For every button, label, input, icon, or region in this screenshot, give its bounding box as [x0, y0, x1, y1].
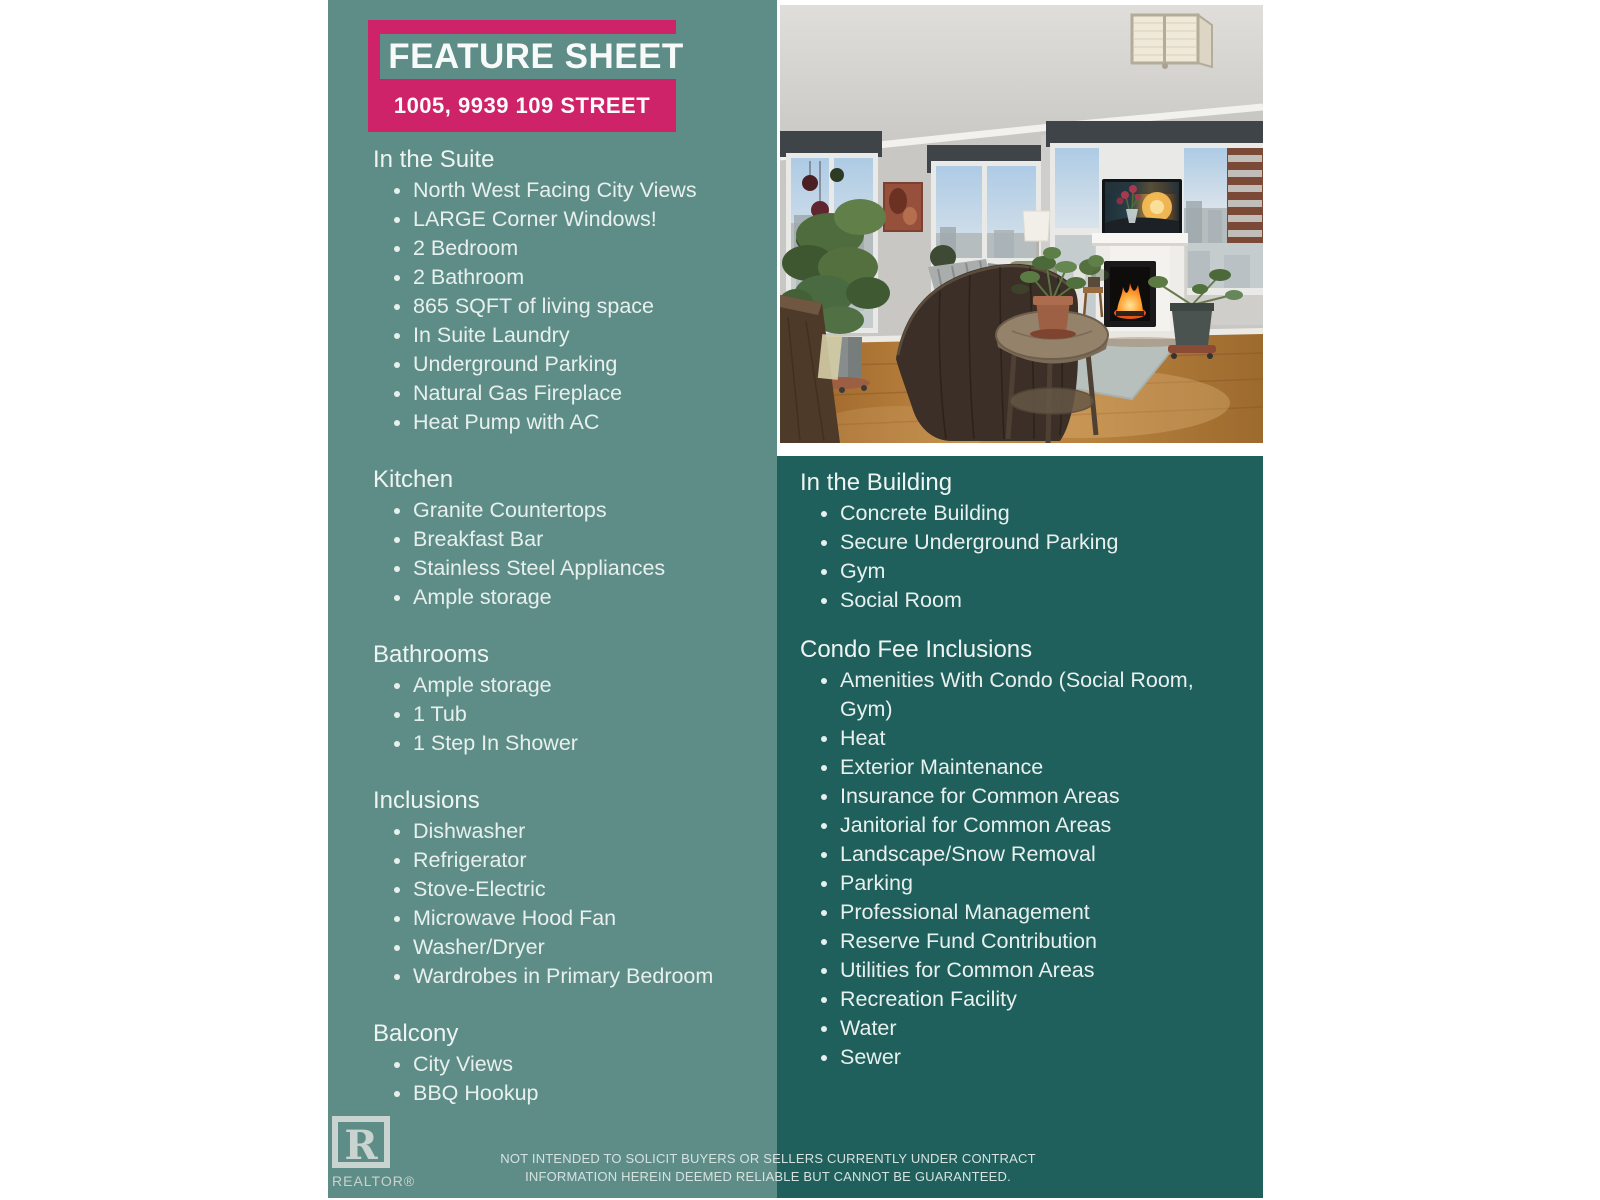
section-balcony — [373, 1017, 765, 1108]
disclaimer-line-1: NOT INTENDED TO SOLICIT BUYERS OR SELLERS CURRENTLY UNDER CONTRACT — [500, 1151, 1036, 1166]
feature-list — [800, 499, 1220, 615]
building-feature-sections — [800, 466, 1220, 1090]
section-heading: Condo Fee Inclusions — [800, 636, 1033, 663]
section-kitchen — [373, 463, 765, 612]
list-item: • Dishwasher — [413, 817, 765, 846]
section-heading: Balcony — [373, 1020, 459, 1047]
list-item: • Secure Underground Parking — [840, 528, 1220, 557]
list-item: • Gym — [840, 557, 1220, 586]
list-item: • Janitorial for Common Areas — [840, 811, 1220, 840]
feature-list — [373, 671, 765, 758]
abstract-wall-art — [884, 183, 922, 231]
list-item: • 1 Tub — [413, 700, 765, 729]
ceiling-light-fixture — [1132, 15, 1212, 69]
svg-text:R: R — [344, 1122, 378, 1168]
list-item: • BBQ Hookup — [413, 1079, 765, 1108]
list-item: • Insurance for Common Areas — [840, 782, 1220, 811]
section-inclusions — [373, 784, 765, 991]
list-item: • 1 Step In Shower — [413, 729, 765, 758]
list-item: • Concrete Building — [840, 499, 1220, 528]
list-item: • Ample storage — [413, 583, 765, 612]
list-item: • Exterior Maintenance — [840, 753, 1220, 782]
feature-list — [373, 496, 765, 612]
list-item: • Recreation Facility — [840, 985, 1220, 1014]
realtor-label: REALTOR® — [332, 1173, 416, 1189]
section-condo-fee-inclusions — [800, 633, 1220, 1072]
page-title: FEATURE SHEET — [388, 36, 684, 76]
section-heading: In the Suite — [373, 146, 495, 173]
section-bathrooms — [373, 638, 765, 758]
list-item: • Ample storage — [413, 671, 765, 700]
list-item: • Granite Countertops — [413, 496, 765, 525]
listing-photo — [780, 5, 1263, 443]
disclaimer-line-2: INFORMATION HEREIN DEEMED RELIABLE BUT CANNOT BE GUARANTEED. — [525, 1169, 1011, 1184]
list-item: • Heat Pump with AC — [413, 408, 765, 437]
section-in-the-building — [800, 466, 1220, 615]
disclaimer — [368, 1150, 1168, 1186]
list-item: • North West Facing City Views — [413, 176, 765, 205]
list-item: • 2 Bedroom — [413, 234, 765, 263]
list-item: • Amenities With Condo (Social Room, Gym) — [840, 666, 1220, 724]
list-item: • LARGE Corner Windows! — [413, 205, 765, 234]
section-heading: Kitchen — [373, 466, 454, 493]
list-item: • Heat — [840, 724, 1220, 753]
feature-list — [800, 666, 1220, 1072]
left-column — [328, 0, 777, 1198]
address-text: 1005, 9939 109 STREET — [393, 92, 651, 118]
list-item: • Microwave Hood Fan — [413, 904, 765, 933]
section-heading: In the Building — [800, 469, 953, 496]
living-room-scene — [780, 5, 1263, 443]
section-heading: Inclusions — [373, 787, 480, 814]
list-item: • Wardrobes in Primary Bedroom — [413, 962, 765, 991]
list-item: • Utilities for Common Areas — [840, 956, 1220, 985]
list-item: • Parking — [840, 869, 1220, 898]
list-item: • Reserve Fund Contribution — [840, 927, 1220, 956]
list-item: • Professional Management — [840, 898, 1220, 927]
list-item: • 865 SQFT of living space — [413, 292, 765, 321]
building-panel — [777, 456, 1263, 1198]
list-item: • Landscape/Snow Removal — [840, 840, 1220, 869]
brick-highrise-view — [1227, 148, 1263, 243]
list-item: • Stove-Electric — [413, 875, 765, 904]
list-item: • Underground Parking — [413, 350, 765, 379]
list-item: • Washer/Dryer — [413, 933, 765, 962]
list-item: • In Suite Laundry — [413, 321, 765, 350]
list-item: • Natural Gas Fireplace — [413, 379, 765, 408]
list-item: • Water — [840, 1014, 1220, 1043]
suite-feature-sections — [373, 143, 765, 1134]
list-item: • Social Room — [840, 586, 1220, 615]
feature-list — [373, 176, 765, 437]
section-heading: Bathrooms — [373, 641, 490, 668]
feature-list — [373, 817, 765, 991]
list-item: • 2 Bathroom — [413, 263, 765, 292]
list-item: • Refrigerator — [413, 846, 765, 875]
title-banner — [380, 34, 692, 79]
section-in-the-suite — [373, 143, 765, 437]
list-item: • Breakfast Bar — [413, 525, 765, 554]
feature-list — [373, 1050, 765, 1108]
list-item: • City Views — [413, 1050, 765, 1079]
list-item: • Stainless Steel Appliances — [413, 554, 765, 583]
list-item: • Sewer — [840, 1043, 1220, 1072]
address-banner — [368, 79, 676, 132]
